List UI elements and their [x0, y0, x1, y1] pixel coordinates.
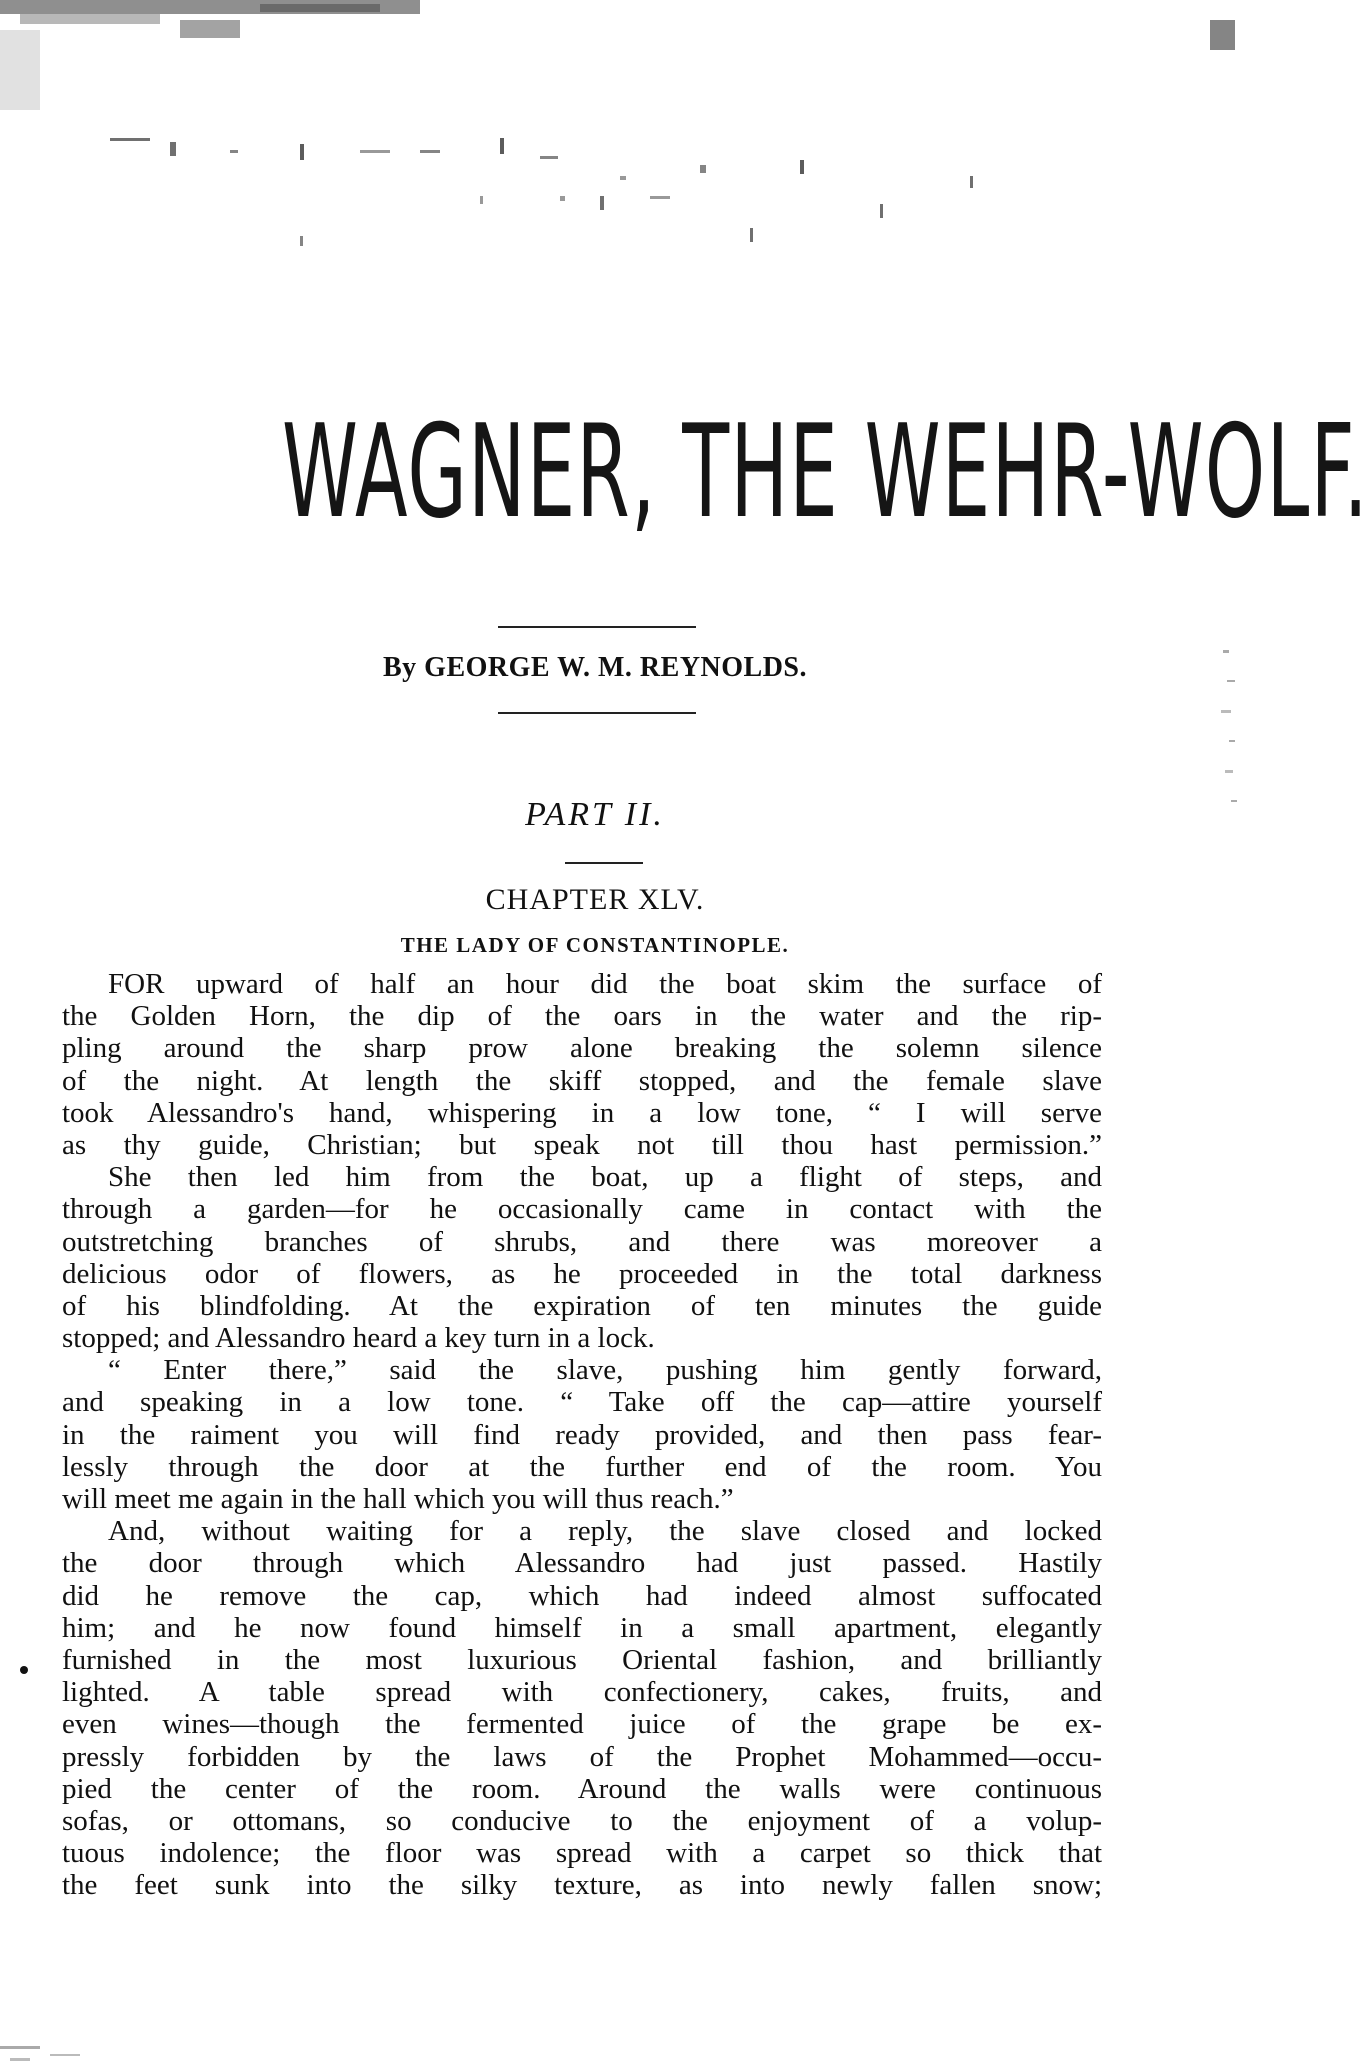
scan-noise-bottom [0, 2026, 120, 2066]
text-line: delicious odor of flowers, as he proceeded in the total darkness [62, 1257, 1102, 1290]
text-line: stopped; and Alessandro heard a key turn in a lock. [62, 1322, 655, 1355]
scan-noise-top [0, 0, 1243, 260]
text-line: pressly forbidden by the laws of the Prophet Mohammed—occu- [62, 1740, 1102, 1773]
divider-rule-part [565, 862, 643, 864]
text-line: him; and he now found himself in a small apartment, elegantly [62, 1611, 1102, 1644]
part-heading: PART II. [525, 796, 665, 833]
text-line: as thy guide, Christian; but speak not till thou hast permission.” [62, 1128, 1102, 1161]
text-line: “ Enter there,” said the slave, pushing him gently forward, [108, 1354, 1102, 1387]
divider-rule-top [498, 626, 696, 628]
text-line: the door through which Alessandro had just passed. Hastily [62, 1547, 1102, 1580]
text-line: and speaking in a low tone. “ Take off the cap—attire yourself [62, 1386, 1102, 1419]
margin-dot [20, 1666, 28, 1674]
chapter-heading: CHAPTER XLV. [485, 883, 705, 916]
text-line: of the night. At length the skiff stopped, and the female slave [62, 1064, 1102, 1097]
text-line: outstretching branches of shrubs, and there was moreover a [62, 1225, 1102, 1258]
text-line: furnished in the most luxurious Oriental fashion, and brilliantly [62, 1643, 1102, 1676]
body-text [62, 968, 1102, 1901]
text-line: of his blindfolding. At the expiration of ten minutes the guide [62, 1289, 1102, 1322]
text-line: took Alessandro's hand, whispering in a low tone, “ I will serve [62, 1096, 1102, 1129]
book-title: WAGNER, THE WEHR-WOLF. [282, 398, 1369, 547]
text-line: did he remove the cap, which had indeed almost suffocated [62, 1579, 1102, 1612]
text-line: And, without waiting for a reply, the slave closed and locked [108, 1515, 1102, 1548]
author-byline: By GEORGE W. M. REYNOLDS. [382, 652, 808, 683]
text-line: will meet me again in the hall which you will thus reach.” [62, 1483, 734, 1515]
scan-noise-edge [1213, 640, 1243, 840]
text-line: tuous indolence; the floor was spread with a carpet so thick that [62, 1837, 1102, 1870]
text-line: pling around the sharp prow alone breaking the solemn silence [62, 1032, 1102, 1065]
text-line: pied the center of the room. Around the walls were continuous [62, 1772, 1102, 1805]
text-line: the Golden Horn, the dip of the oars in the water and the rip- [62, 1000, 1102, 1033]
chapter-title: THE LADY OF CONSTANTINOPLE. [400, 933, 790, 957]
text-line: lighted. A table spread with confectionery, cakes, fruits, and [62, 1676, 1102, 1709]
text-line: She then led him from the boat, up a flight of steps, and [108, 1161, 1102, 1194]
text-line: even wines—though the fermented juice of the grape be ex- [62, 1708, 1102, 1741]
text-line: lessly through the door at the further end of the room. You [62, 1450, 1102, 1483]
text-line: the feet sunk into the silky texture, as into newly fallen snow; [62, 1869, 1102, 1902]
text-line: through a garden—for he occasionally came in contact with the [62, 1193, 1102, 1226]
divider-rule-bottom [498, 712, 696, 714]
text-line: FOR upward of half an hour did the boat skim the surface of [108, 968, 1102, 1000]
text-line: in the raiment you will find ready provided, and then pass fear- [62, 1418, 1102, 1451]
text-line: sofas, or ottomans, so conducive to the enjoyment of a volup- [62, 1804, 1102, 1837]
